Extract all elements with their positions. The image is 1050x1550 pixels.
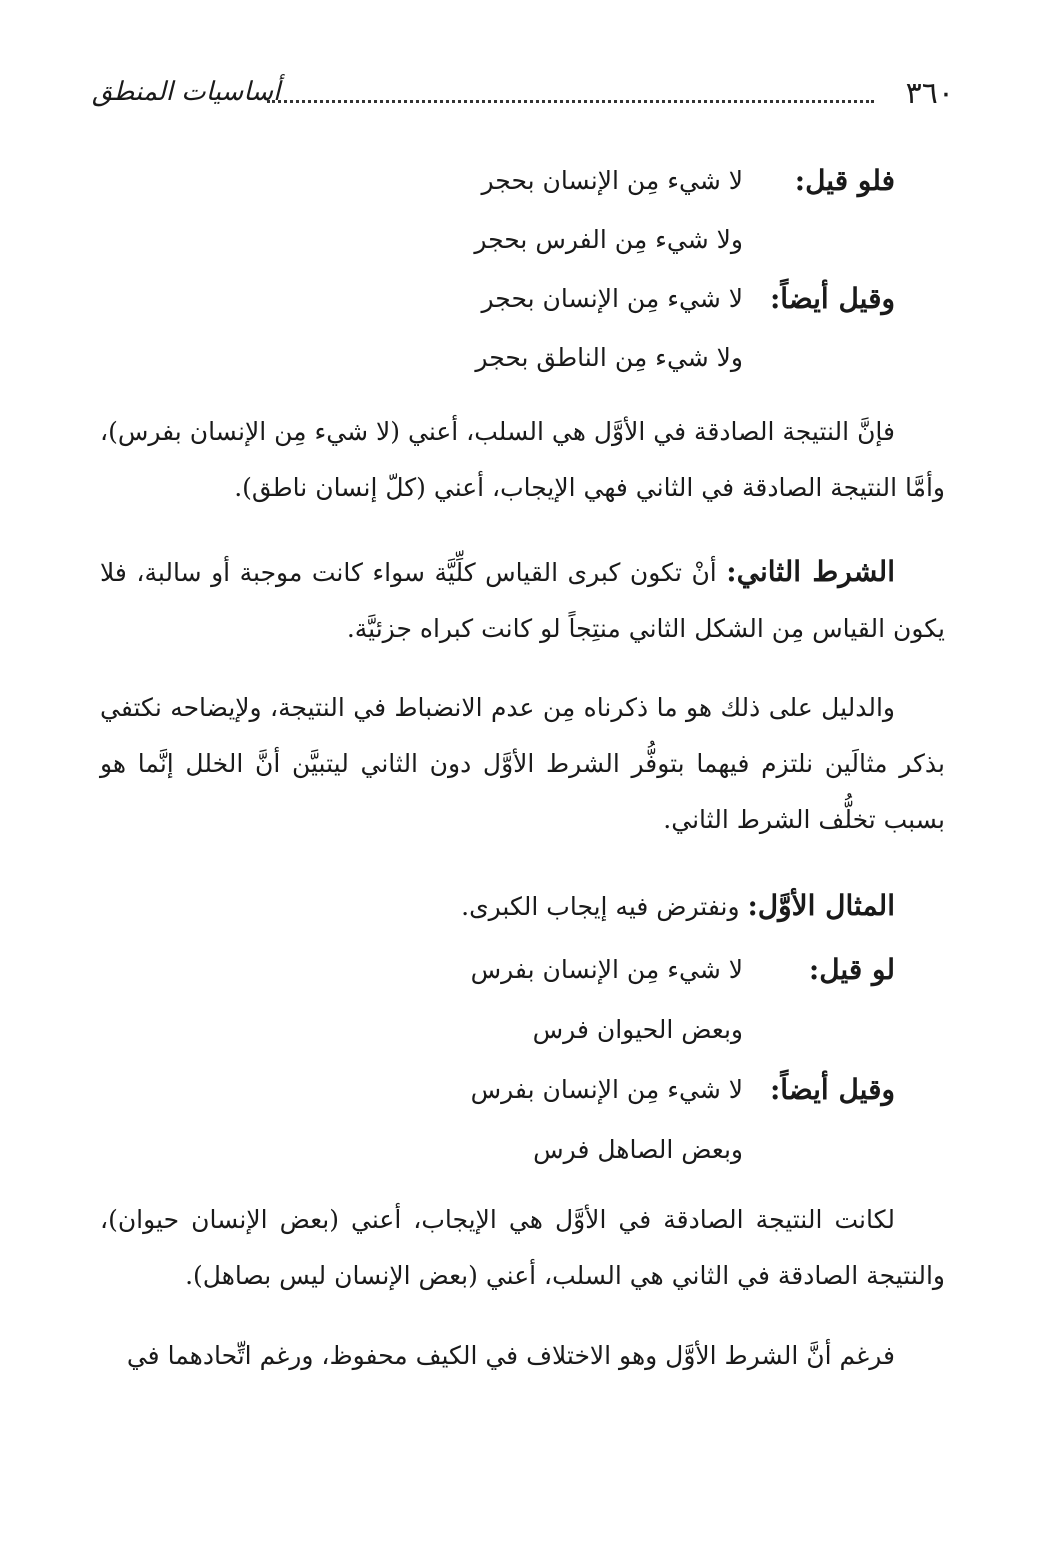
page-number: ٣٦٠	[905, 76, 954, 111]
example-label: وقيل أيضاً:	[769, 282, 895, 315]
example-premise: ولا شيء مِن الفرس بحجر	[474, 225, 743, 254]
example-heading-text: ونفترض فيه إيجاب الكبرى.	[461, 892, 748, 921]
example-premise: لا شيء مِن الإنسان بحجر	[481, 166, 743, 195]
paragraph-text: أنْ تكون كبرى القياس كلِّيَّة سواء كانت موجبة أو سالبة، فلا يكون القياس مِن الشكل الثاني منتِجاً لو كانت كبراه جزئيَّة.	[100, 558, 945, 643]
running-head	[92, 74, 954, 124]
example-premise: ولا شيء مِن الناطق بحجر	[475, 343, 743, 372]
example-premise: لا شيء مِن الإنسان بحجر	[481, 284, 743, 313]
paragraph: لكانت النتيجة الصادقة في الأوَّل هي الإيجاب، أعني (بعض الإنسان حيوان)، والنتيجة الصادقة في الثاني هي السلب، أعني (بعض الإنسان ليس بصاهل).	[100, 1205, 945, 1290]
example-label: لو قيل:	[808, 953, 895, 986]
paragraph: والدليل على ذلك هو ما ذكرناه مِن عدم الانضباط في النتيجة، ولإيضاحه نكتفي بذكر مثالَين نلتزم فيهما بتوفُّر الشرط الأوَّل دون الثاني ليتبيَّن أنَّ الخلل إنَّما هو بسبب تخلُّف الشرط الثاني.	[100, 693, 945, 834]
example-heading-lead: المثال الأوَّل:	[747, 889, 895, 922]
example-premise: لا شيء مِن الإنسان بفرس	[470, 955, 743, 984]
paragraph-condition-two	[100, 544, 945, 657]
example-label: وقيل أيضاً:	[769, 1073, 895, 1106]
example-label: فلو قيل:	[794, 164, 895, 197]
condition-heading: الشرط الثاني:	[726, 555, 895, 588]
example-premise: وبعض الحيوان فرس	[532, 1015, 743, 1044]
example-heading	[461, 878, 895, 935]
paragraph: فإنَّ النتيجة الصادقة في الأوَّل هي السلب، أعني (لا شيء مِن الإنسان بفرس)، وأمَّا النتيجة الصادقة في الثاني فهي الإيجاب، أعني (كلّ إنسان ناطق).	[100, 417, 945, 502]
leader-dots	[267, 100, 874, 103]
example-premise: لا شيء مِن الإنسان بفرس	[470, 1075, 743, 1104]
book-title: أساسيات المنطق	[92, 77, 281, 107]
paragraph: فرغم أنَّ الشرط الأوَّل وهو الاختلاف في الكيف محفوظ، ورغم اتِّحادهما في	[126, 1341, 895, 1370]
example-premise: وبعض الصاهل فرس	[533, 1135, 743, 1164]
